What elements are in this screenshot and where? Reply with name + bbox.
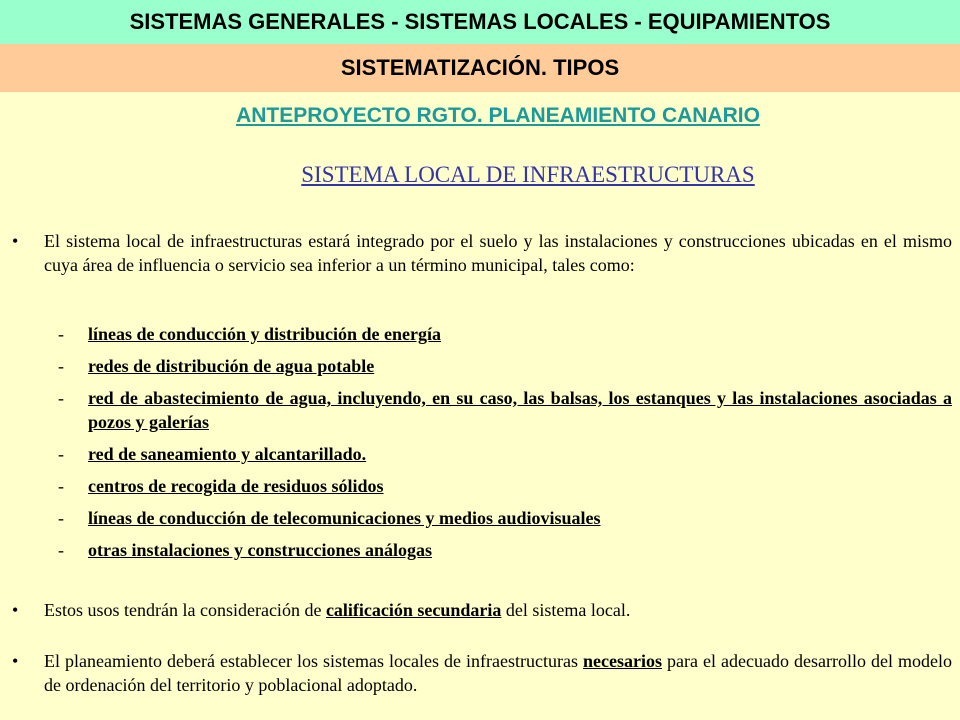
- list-item: [58, 538, 952, 562]
- dash-icon: -: [58, 540, 64, 560]
- list-item-text: líneas de conducción de telecomunicaciones y medios audiovisuales: [88, 508, 601, 528]
- bullet-text-before: El planeamiento deberá establecer los sistemas locales de infraestructuras: [44, 651, 583, 671]
- dash-icon: -: [58, 476, 64, 496]
- list-item-text: red de saneamiento y alcantarillado.: [88, 444, 367, 464]
- bullet-icon: •: [12, 651, 19, 671]
- bullet-paragraph-uses: [12, 598, 952, 622]
- bullet-text-after: del sistema local.: [501, 600, 631, 620]
- bullet-icon: •: [12, 600, 19, 620]
- sub-title-bar: [0, 44, 960, 92]
- main-title: SISTEMAS GENERALES - SISTEMAS LOCALES - EQUIPAMIENTOS: [129, 9, 831, 34]
- dash-icon: -: [58, 388, 64, 408]
- dash-icon: -: [58, 444, 64, 464]
- bullet-paragraph-planning: [12, 649, 953, 697]
- dash-icon: -: [58, 508, 64, 528]
- bullet-text: El sistema local de infraestructuras estará integrado por el suelo y las instalaciones y construcciones ubicadas en el mismo cuya área de influencia o servicio sea inferior a un término municipal, tales como:: [44, 231, 952, 275]
- list-item: [58, 474, 952, 498]
- list-item: [58, 386, 952, 434]
- list-item-text: redes de distribución de agua potable: [88, 356, 375, 376]
- main-title-bar: [0, 0, 960, 44]
- bullet-paragraph-intro: [12, 229, 952, 277]
- bullet-text-emphasis: necesarios: [583, 651, 662, 671]
- bullet-text-emphasis: calificación secundaria: [325, 600, 502, 620]
- bullet-text-after: para el adecuado desarrollo del modelo de ordenación del territorio y poblacional adoptado.: [44, 651, 953, 695]
- list-item-text: líneas de conducción y distribución de energía: [88, 324, 442, 344]
- subsection-title: SISTEMA LOCAL DE INFRAESTRUCTURAS: [301, 162, 755, 187]
- list-item: [58, 322, 952, 346]
- list-item-text: red de abastecimiento de agua, incluyendo, en su caso, las balsas, los estanques y las instalaciones asociadas a pozos y galerías: [88, 388, 952, 432]
- list-item: [58, 506, 952, 530]
- bullet-icon: •: [12, 231, 19, 251]
- list-item-text: otras instalaciones y construcciones análogas: [88, 540, 432, 560]
- list-item: [58, 354, 952, 378]
- sub-title: SISTEMATIZACIÓN. TIPOS: [340, 55, 620, 80]
- infrastructure-list: [58, 322, 952, 570]
- dash-icon: -: [58, 324, 64, 344]
- dash-icon: -: [58, 356, 64, 376]
- bullet-text-before: Estos usos tendrán la consideración de: [44, 600, 326, 620]
- section-title: ANTEPROYECTO RGTO. PLANEAMIENTO CANARIO: [236, 104, 760, 127]
- list-item-text: centros de recogida de residuos sólidos: [88, 476, 384, 496]
- list-item: [58, 442, 952, 466]
